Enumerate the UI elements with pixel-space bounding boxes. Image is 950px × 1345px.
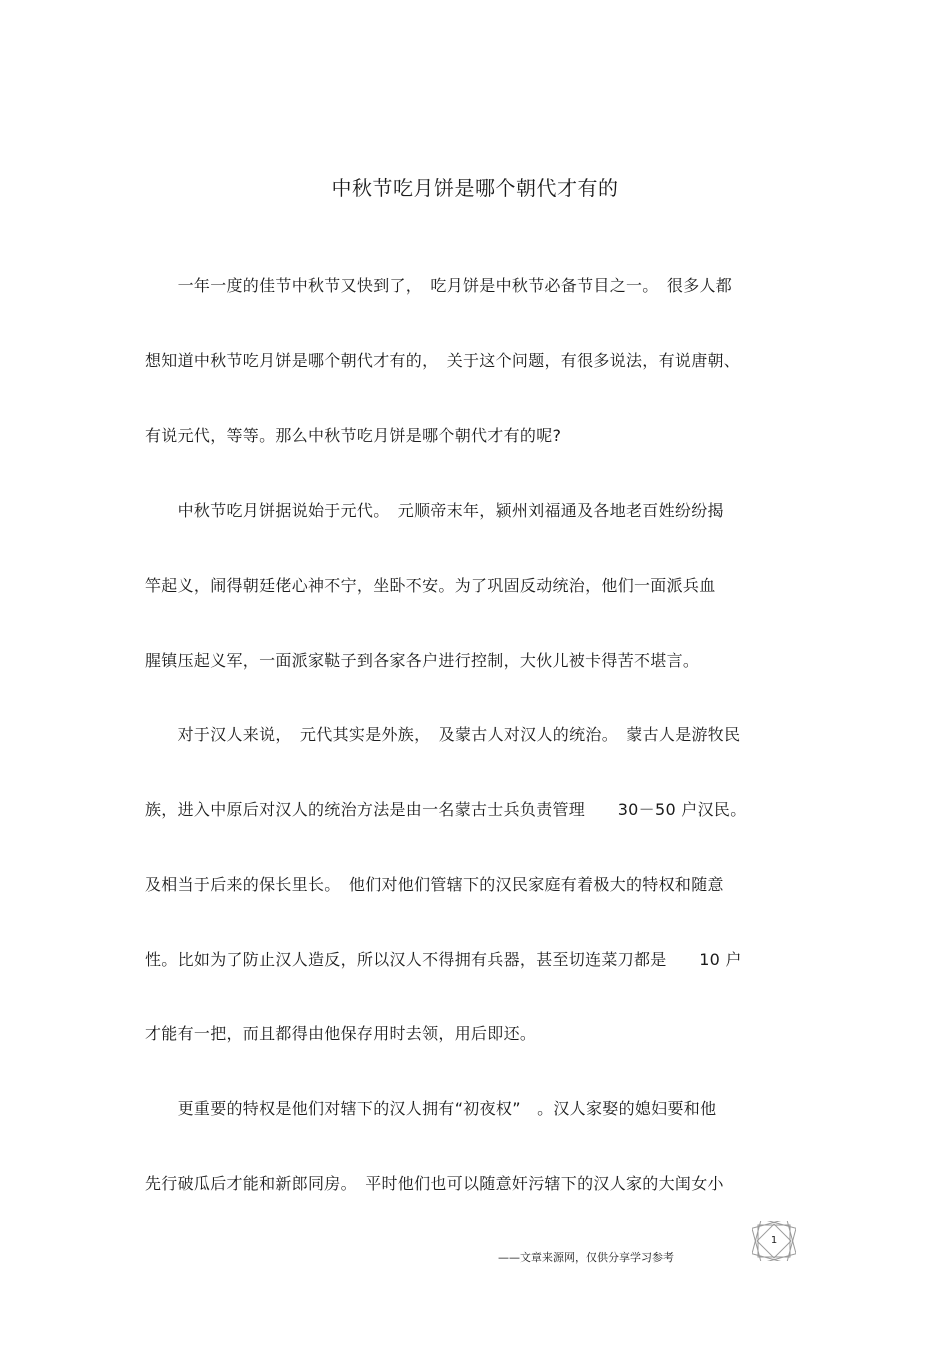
footer-source-text: ——文章来源网，仅供分享学习参考 (498, 1251, 674, 1264)
text-line: 中秋节吃月饼据说始于元代。 元顺帝末年，颍州刘福通及各地老百姓纷纷揭 (145, 501, 724, 520)
text-line: 对于汉人来说， 元代其实是外族， 及蒙古人对汉人的统治。 蒙古人是游牧民 (145, 725, 741, 744)
text-line: 更重要的特权是他们对辖下的汉人拥有“初夜权” 。汉人家娶的媳妇要和他 (145, 1099, 717, 1118)
text-line: 才能有一把，而且都得由他保存用时去领，用后即还。 (145, 1024, 537, 1043)
document-title: 中秋节吃月饼是哪个朝代才有的 (331, 176, 619, 200)
text-line: 腥镇压起义军，一面派家鞑子到各家各户进行控制，大伙儿被卡得苦不堪言。 (145, 651, 700, 670)
text-line: 族，进入中原后对汉人的统治方法是由一名蒙古士兵负责管理 30－50 户汉民。 (145, 800, 747, 819)
page-number: 1 (770, 1235, 778, 1246)
text-line: 性。比如为了防止汉人造反，所以汉人不得拥有兵器，甚至切连菜刀都是 10 户 (145, 950, 742, 969)
text-line: 想知道中秋节吃月饼是哪个朝代才有的， 关于这个问题，有很多说法，有说唐朝、 (145, 351, 741, 370)
page-number-badge (752, 1221, 796, 1261)
text-line: 竿起义，闹得朝廷佬心神不宁，坐卧不安。为了巩固反动统治，他们一面派兵血 (145, 576, 716, 595)
text-line: 有说元代，等等。那么中秋节吃月饼是哪个朝代才有的呢? (145, 426, 562, 445)
text-line: 一年一度的佳节中秋节又快到了， 吃月饼是中秋节必备节目之一。 很多人都 (145, 276, 733, 295)
text-line: 先行破瓜后才能和新郎同房。 平时他们也可以随意奸污辖下的汉人家的大闺女小 (145, 1174, 724, 1193)
text-line: 及相当于后来的保长里长。 他们对他们管辖下的汉民家庭有着极大的特权和随意 (145, 875, 724, 894)
